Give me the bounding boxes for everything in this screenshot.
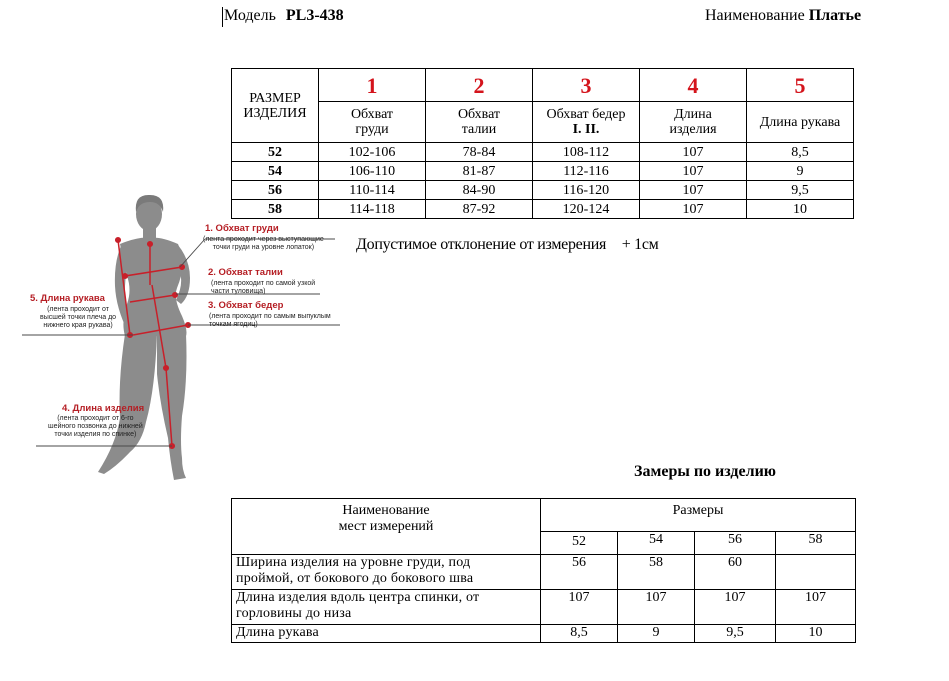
table-row: Длина рукава 8,5 9 9,5 10 [232,625,856,643]
product-name-label: Наименование [705,7,805,24]
size-col-52: 52 [541,532,618,555]
measurements-title: Замеры по изделию [634,463,777,480]
label-sleeve-title: 5. Длина рукава [30,293,105,304]
tolerance-text: Допустимое отклонение от измерения [356,236,607,253]
table-row: Ширина изделия на уровне груди, под проймой, от бокового до бокового шва 56 58 60 [232,555,856,590]
measurements-sizes-header: Размеры [541,499,856,532]
tolerance-line [356,236,659,254]
tolerance-value: + 1см [621,236,659,253]
label-hips-title: 3. Обхват бедер [208,300,284,311]
col-header-sleeve: Длина рукава [747,102,854,143]
label-waist-note: (лента проходит по самой узкой части туловища) [211,280,316,295]
model-label: Модель [224,7,276,24]
col-num-1: 1 [319,69,426,102]
figure-leg-right [157,334,187,480]
product-name-line [705,7,861,25]
table-row: Длина изделия вдоль центра спинки, от горловины до низа 107 107 107 107 [232,590,856,625]
col-num-5: 5 [747,69,854,102]
text-cursor [222,7,223,27]
label-chest-title: 1. Обхват груди [205,223,279,234]
table-row: 56 110-114 84-90 116-120 107 9,5 [232,181,854,200]
table-row: 52 102-106 78-84 108-112 107 8,5 [232,143,854,162]
label-chest-note: (лента проходит через выступающие точки груди на уровне лопаток) [203,236,324,251]
size-col-56: 56 [695,532,776,555]
size-corner-header: РАЗМЕР ИЗДЕЛИЯ [232,69,319,143]
col-header-hips: Обхват бедер I. II. [533,102,640,143]
measurements-name-header: Наименование мест измерений [232,499,541,555]
size-col-54: 54 [618,532,695,555]
table-row: 58 114-118 87-92 120-124 107 10 [232,200,854,219]
size-col-58: 58 [776,532,856,555]
label-waist-title: 2. Обхват талии [208,267,283,278]
label-length-title: 4. Длина изделия [62,403,145,414]
body-figure [0,190,345,485]
col-header-waist: Обхват талии [426,102,533,143]
col-num-4: 4 [640,69,747,102]
model-value: PL3-438 [285,7,344,24]
col-header-chest: Обхват груди [319,102,426,143]
product-name-value: Платье [808,7,862,24]
col-header-length: Длина изделия [640,102,747,143]
model-line [224,7,344,25]
label-hips-note: (лента проходит по самым выпуклым точкам ягодиц) [209,313,331,328]
col-num-2: 2 [426,69,533,102]
measurements-table [231,498,856,643]
col-num-3: 3 [533,69,640,102]
label-length-note: (лента проходит от 6-го шейного позвонка до нижней точки изделия по спинке) [48,415,143,438]
table-row: 54 106-110 81-87 112-116 107 9 [232,162,854,181]
label-sleeve-note: (лента проходит от высшей точки плеча до нижнего края рукава) [40,306,117,329]
